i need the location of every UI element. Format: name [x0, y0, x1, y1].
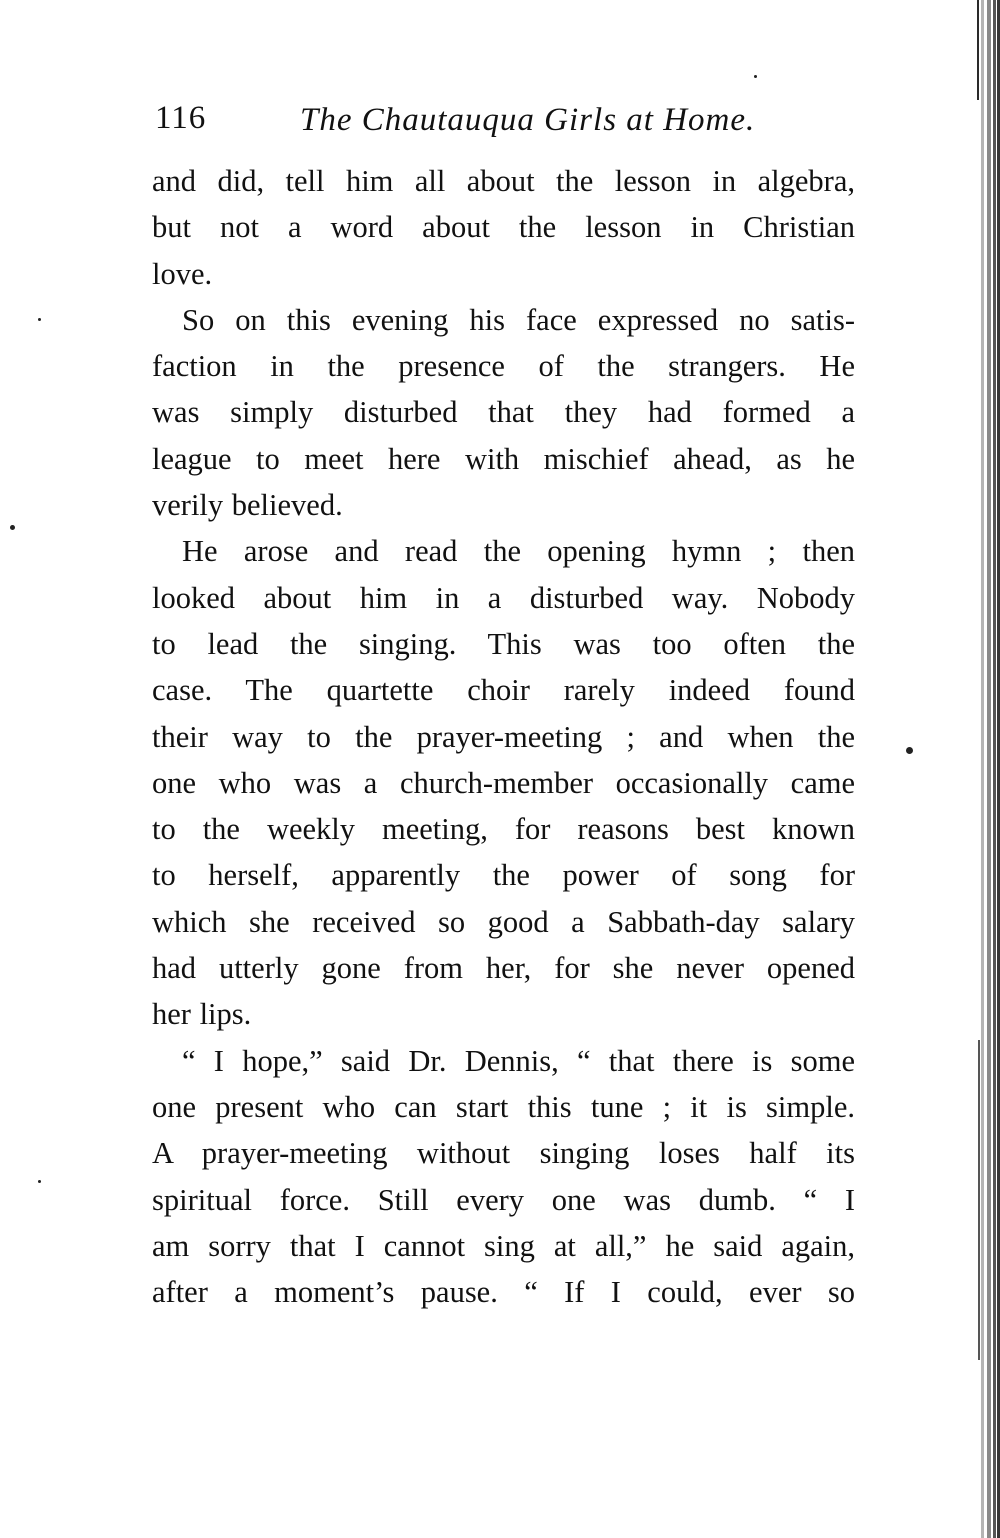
text-line: to the weekly meeting, for reasons best known — [152, 812, 855, 847]
text-line: looked about him in a disturbed way. Nobody — [152, 580, 855, 615]
text-line: which she received so good a Sabbath-day salary — [152, 904, 855, 939]
text-line: and did, tell him all about the lesson in algebra, — [152, 164, 855, 198]
text-line: spiritual force. Still every one was dumb. “ I — [152, 1182, 855, 1217]
edge-line — [993, 0, 996, 1538]
text-line: league to meet here with mischief ahead, as he — [152, 441, 855, 476]
running-title: The Chautauqua Girls at Home. — [300, 102, 756, 138]
text-line: was simply disturbed that they had formed a — [152, 395, 855, 430]
page-edge-shadow — [975, 0, 1000, 1538]
edge-line — [987, 0, 991, 1538]
text-line: one who was a church-member occasionally came — [152, 765, 855, 800]
scan-speck — [754, 75, 757, 78]
edge-line — [977, 0, 979, 100]
text-line: am sorry that I cannot sing at all,” he said again, — [152, 1228, 855, 1263]
text-line: love. — [152, 256, 213, 291]
text-line: faction in the presence of the strangers. He — [152, 349, 855, 384]
page-header — [155, 100, 855, 150]
edge-line — [981, 0, 984, 1538]
text-line: case. The quartette choir rarely indeed found — [152, 673, 855, 708]
text-line: “ I hope,” said Dr. Dennis, “ that there is some — [182, 1043, 855, 1078]
text-line: to lead the singing. This was too often the — [152, 626, 855, 661]
edge-line — [978, 1040, 980, 1360]
page-number: 116 — [155, 100, 207, 136]
scan-speck — [38, 318, 41, 321]
text-line: but not a word about the lesson in Christian — [152, 210, 855, 245]
text-line: A prayer-meeting without singing loses half its — [152, 1136, 855, 1171]
text-line: verily believed. — [152, 488, 343, 523]
scan-speck — [38, 1180, 41, 1183]
text-line: their way to the prayer-meeting ; and when the — [152, 719, 855, 754]
text-line: to herself, apparently the power of song for — [152, 858, 855, 893]
body-text — [152, 158, 855, 1315]
text-line: her lips. — [152, 997, 252, 1032]
text-line: one present who can start this tune ; it is simple. — [152, 1089, 855, 1124]
text-line: had utterly gone from her, for she never opened — [152, 951, 855, 986]
scan-speck — [906, 747, 913, 754]
text-line: So on this evening his face expressed no satis- — [182, 302, 855, 337]
paragraph-1 — [152, 158, 855, 297]
paragraph-2 — [152, 297, 855, 528]
text-line: after a moment’s pause. “ If I could, ever so — [152, 1275, 855, 1310]
text-line: He arose and read the opening hymn ; then — [182, 534, 855, 569]
paragraph-4 — [152, 1038, 855, 1316]
scan-speck — [10, 525, 15, 530]
paragraph-3 — [152, 528, 855, 1037]
